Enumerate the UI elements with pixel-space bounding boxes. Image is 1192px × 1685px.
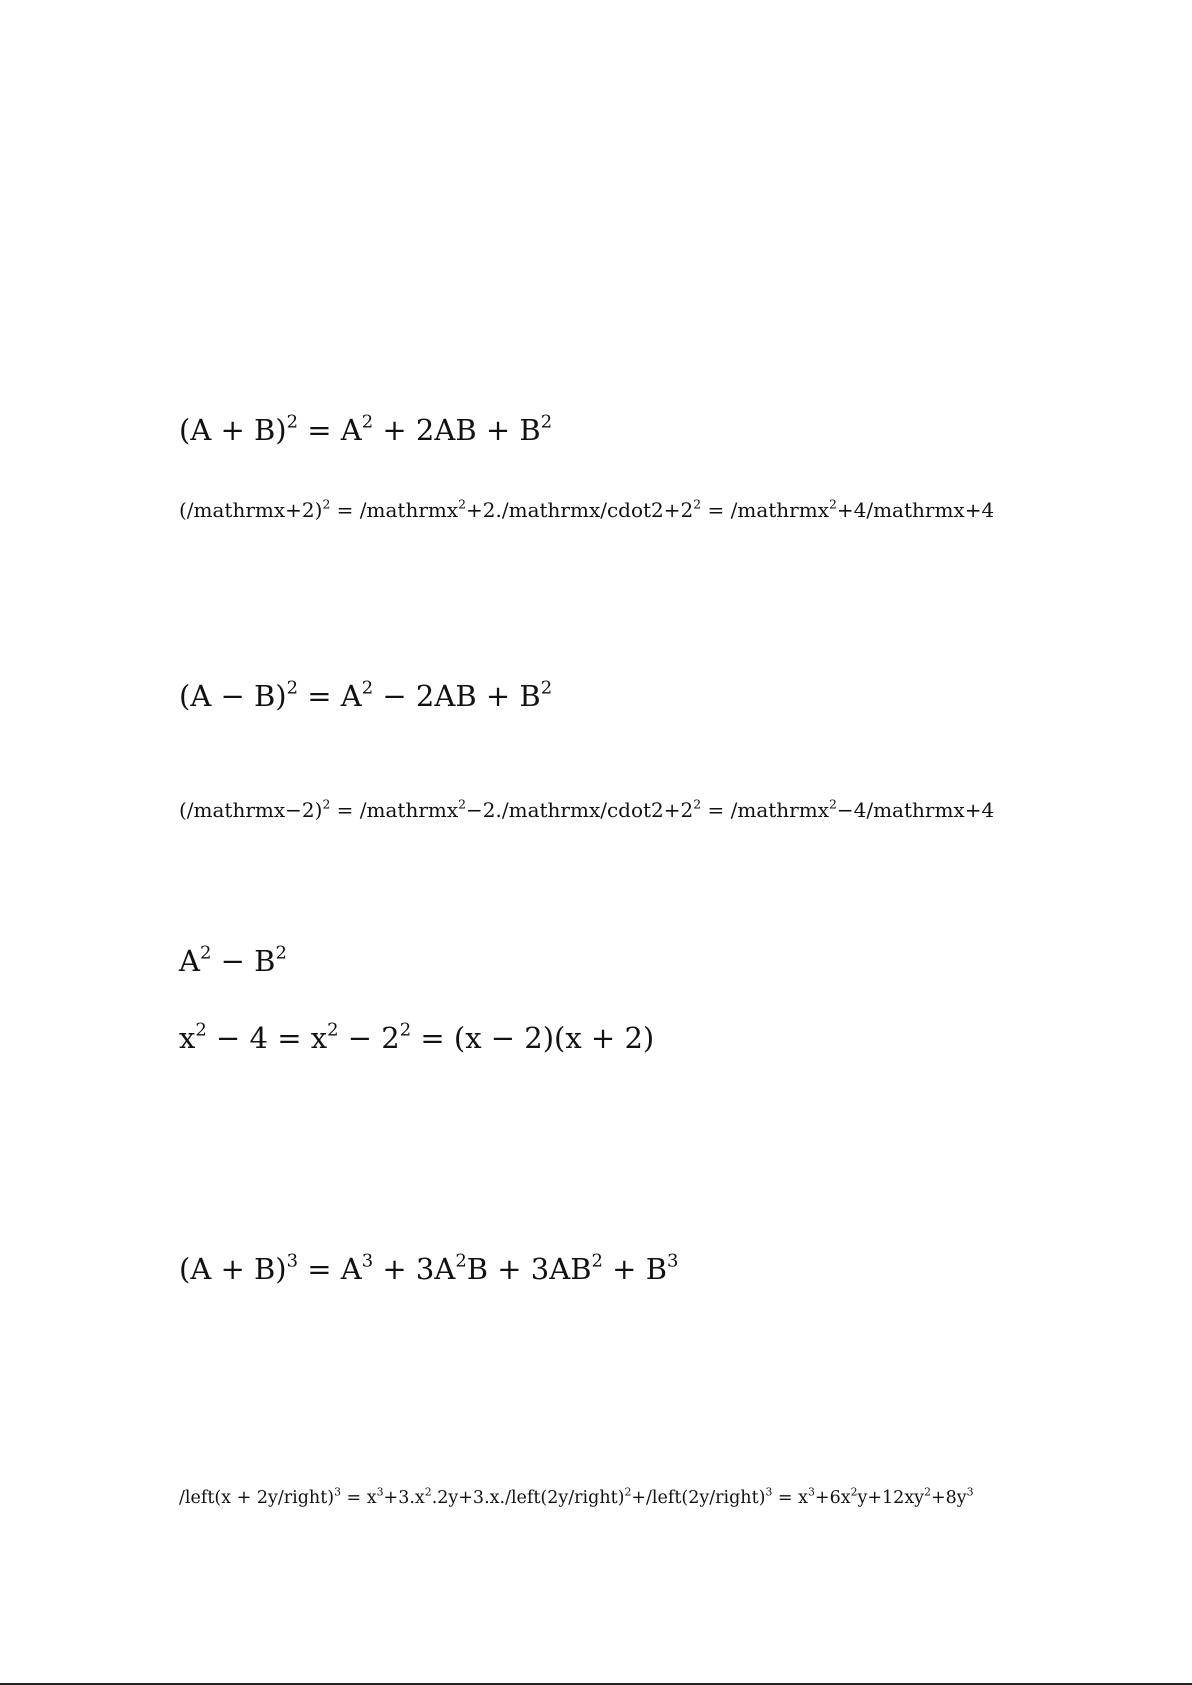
equation-cube-of-sum-example: /left(x + 2y/right)$^3$ = $x^3+3.x^2.2y+3.x./left(2y/right)^2+/left(2y/right)^3 = x^3+6x^2y+12xy^2+8y^3$	[179, 1485, 974, 1508]
equation-difference-of-squares-example: $x^2 - 4 = x^2 - 2^2 = (x - 2)(x + 2)$	[179, 1019, 655, 1055]
equation-difference-of-squares: $A^2 - B^2$	[179, 942, 287, 978]
equation-square-of-sum-example: (/mathrmx+2)$^2$ = $/mathrmx^2+2./mathrmx/cdot2+2^2$ = /mathrmx$^2$+4/mathrmx+4	[179, 496, 995, 522]
equation-square-of-difference-example: (/mathrmx−2)$^2$ = $/mathrmx^2-2./mathrmx/cdot2+2^2$ = /mathrmx$^2$−4/mathrmx+4	[179, 796, 995, 822]
equation-cube-of-sum: $(A + B)^3 = A^3 + 3A^2B + 3AB^2 + B^3$	[179, 1250, 679, 1286]
equation-square-of-difference: $(A - B)^2 = A^2 - 2AB + B^2$	[179, 677, 553, 713]
equation-square-of-sum: $(A + B)^2 = A^2 + 2AB + B^2$	[179, 411, 553, 447]
